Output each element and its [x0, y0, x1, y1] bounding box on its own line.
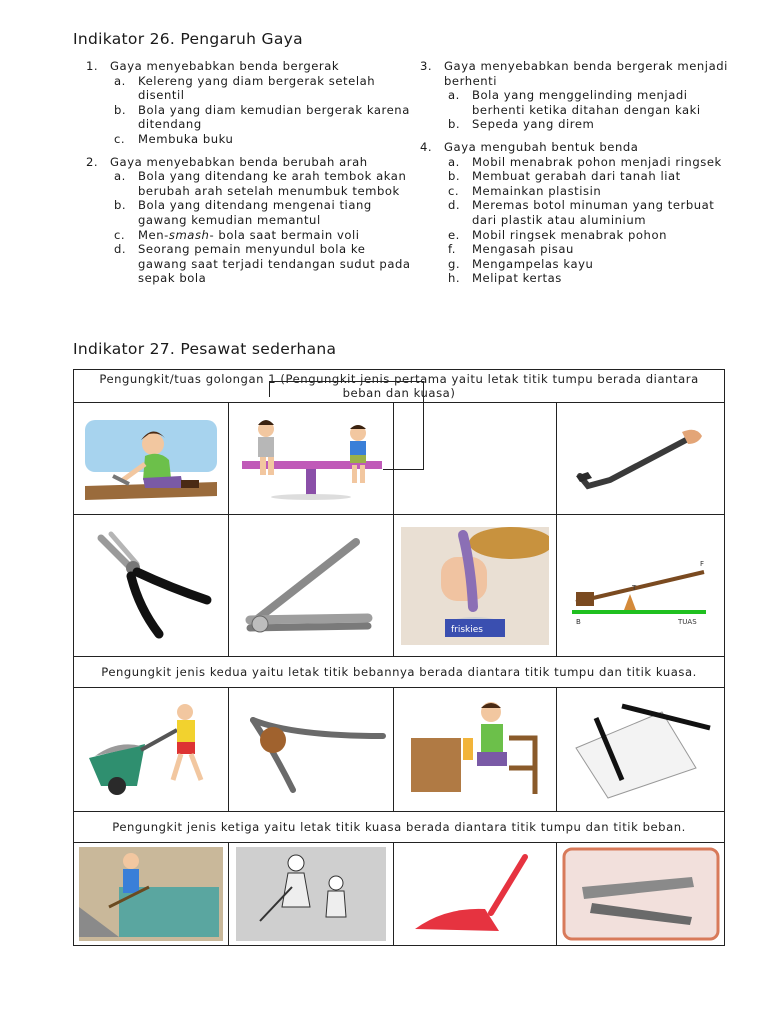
can-opener-picture: [394, 515, 557, 657]
boy-opening-bottle-picture: [394, 688, 557, 812]
list-subitem: a. Bola yang ditendang ke arah tembok akan berubah arah setelah menumbuk tembok: [114, 169, 407, 198]
nutcracker-picture: [229, 688, 394, 812]
lever-class-1-header: Pengungkit/tuas golongan 1 (Pengungkit jenis pertama yaitu letak titik tumpu berada diantara beban dan kuasa): [74, 370, 725, 403]
indikator-26-title: Indikator 26. Pengaruh Gaya: [73, 30, 303, 48]
stapler-picture: [557, 843, 725, 946]
list-subitem: h. Melipat kertas: [448, 271, 562, 286]
right-column: [410, 59, 740, 286]
children-sweeping-picture: [229, 843, 394, 946]
list-subitem: b. Bola yang diam kemudian bergerak karena ditendang: [114, 102, 410, 132]
list-subitem: d. Seorang pemain menyundul bola ke gawang saat terjadi tendangan sudut pada sepak bola: [114, 242, 411, 286]
wheelbarrow-picture: [74, 688, 229, 812]
list-subitem: a. Kelereng yang diam bergerak setelah disentil: [114, 73, 376, 103]
connector-line-v: [269, 381, 270, 397]
list-subitem: g. Mengampelas kayu: [448, 256, 594, 271]
boy-hammering-picture: [74, 403, 229, 515]
force-label: F: [699, 559, 704, 568]
indikator-27-title: Indikator 27. Pesawat sederhana: [73, 340, 337, 358]
boy-shoveling-picture: [74, 843, 229, 946]
list-item: 2. Gaya menyebabkan benda berubah arah: [86, 154, 368, 169]
load-label: B: [575, 617, 581, 626]
nail-clipper-picture: [229, 515, 394, 657]
list-item: 3. Gaya menyebabkan benda bergerak menjadi berhenti: [420, 59, 728, 88]
lever-class-2-header: Pengungkit jenis kedua yaitu letak titik bebannya berada diantara titik tumpu dan titik kuasa.: [74, 657, 725, 688]
fulcrum-label: T: [631, 583, 636, 592]
list-subitem: a. Bola yang menggelinding menjadi berhenti ketika ditahan dengan kaki: [448, 88, 701, 117]
list-subitem: e. Mobil ringsek menabrak pohon: [448, 227, 668, 242]
list-subitem: b. Bola yang ditendang mengenai tiang gawang kemudian memantul: [114, 198, 372, 227]
list-subitem: b. Membuat gerabah dari tanah liat: [448, 169, 681, 184]
left-column: [76, 59, 416, 286]
list-subitem: c. Membuka buku: [114, 131, 234, 146]
lever-diagram: [557, 515, 725, 657]
list-item: 4. Gaya mengubah bentuk benda: [420, 139, 639, 154]
list-subitem: a. Mobil menabrak pohon menjadi ringsek: [448, 154, 722, 169]
list-subitem: c. Memainkan plastisin: [448, 183, 602, 198]
crowbar-picture: [557, 403, 725, 515]
paper-cutter-picture: [557, 688, 725, 812]
seesaw-children-picture: [229, 403, 394, 515]
dustpan-picture: [394, 843, 557, 946]
list-subitem: d. Meremas botol minuman yang terbuat dari plastik atau aluminium: [448, 198, 715, 227]
list-item: 1. Gaya menyebabkan benda bergerak: [86, 59, 340, 73]
connector-bracket: [383, 381, 424, 470]
list-subitem: b. Sepeda yang direm: [448, 117, 595, 132]
list-subitem: f. Mengasah pisau: [448, 242, 574, 257]
lever-class-3-header: Pengungkit jenis ketiga yaitu letak titik kuasa berada diantara titik tumpu dan titik beban.: [74, 812, 725, 843]
lever-name-label: TUAS: [677, 617, 697, 626]
list-subitem: c. Men-smash- bola saat bermain voli: [114, 227, 360, 242]
pliers-picture: [74, 515, 229, 657]
can-label: friskies: [451, 624, 483, 635]
